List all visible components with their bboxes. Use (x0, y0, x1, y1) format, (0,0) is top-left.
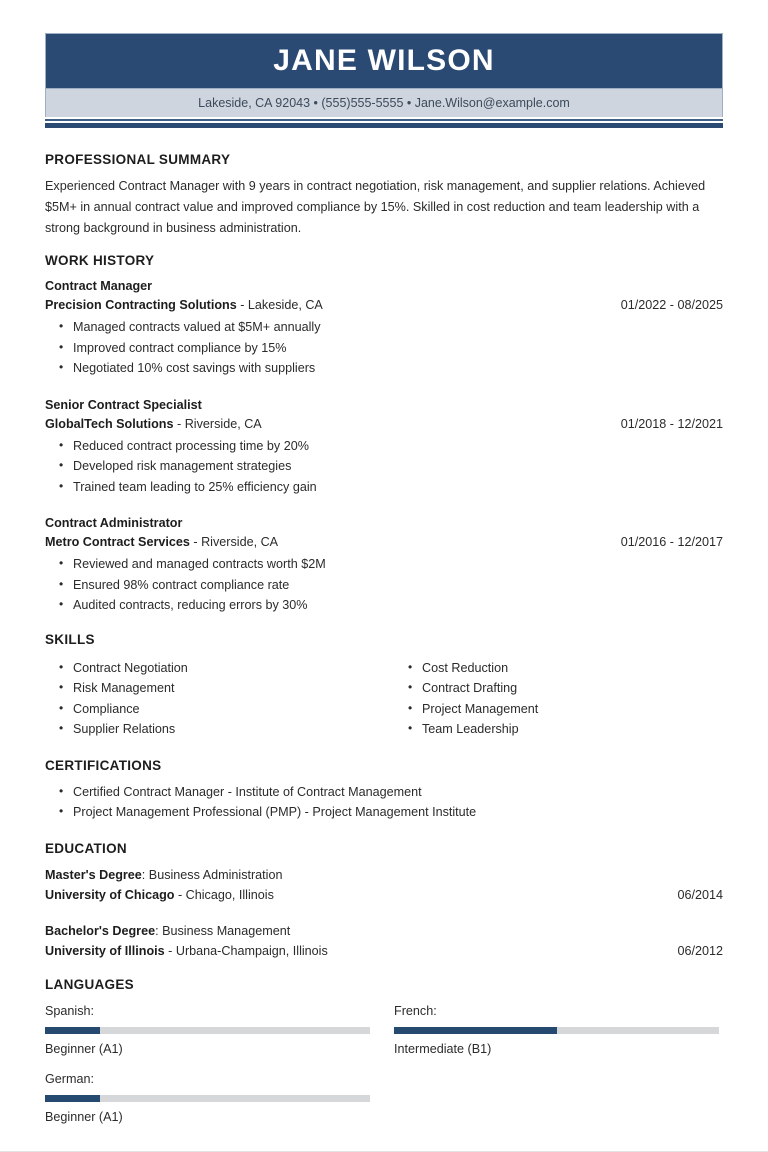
education-school: University of Chicago (45, 887, 175, 902)
job-dates: 01/2022 - 08/2025 (620, 298, 723, 312)
job-bullet: • Ensured 98% contract compliance rate (73, 575, 723, 596)
skill-item: • Project Management (422, 699, 723, 720)
education-school-line (45, 885, 723, 905)
job-company-line (45, 415, 723, 434)
skill-item: • Contract Negotiation (73, 658, 384, 679)
skill-item: • Contract Drafting (422, 678, 723, 699)
education-school-location (45, 885, 274, 905)
language-proficiency-fill (45, 1095, 100, 1102)
job-bullet: • Developed risk management strategies (73, 456, 723, 477)
job-bullets (45, 317, 723, 379)
language-proficiency-bar (45, 1095, 370, 1102)
section-education (45, 841, 723, 961)
job-bullets (45, 436, 723, 498)
job-title: Senior Contract Specialist (45, 397, 202, 412)
candidate-name: JANE WILSON (273, 44, 495, 77)
language-level: Beginner (A1) (45, 1041, 123, 1056)
job-title: Contract Administrator (45, 516, 183, 530)
language-item (45, 1001, 384, 1059)
section-languages (45, 977, 723, 1137)
summary-text: Experienced Contract Manager with 9 years in contract negotiation, risk management, and supplier relations. Achieved $5M+ in annual contract value and improved compliance by 15%. Skilled in cost reduction and team leadership with a strong background in business administration. (45, 179, 706, 235)
skill-item: • Risk Management (73, 678, 384, 699)
certifications-list (45, 782, 723, 823)
education-entry (45, 921, 723, 961)
job-title: Contract Manager (45, 279, 153, 293)
header-rule-thick (45, 123, 723, 128)
skill-item: • Team Leadership (422, 719, 723, 740)
education-school-location (45, 941, 328, 961)
certification-item: • Certified Contract Manager - Institute of Contract Management (73, 782, 723, 803)
job-company-line (45, 296, 723, 315)
skills-list-left (45, 658, 384, 740)
job-entry (45, 277, 723, 379)
job-location: - Riverside, CA (173, 416, 262, 431)
skill-item: • Cost Reduction (422, 658, 723, 679)
job-location: - Lakeside, CA (236, 298, 323, 312)
header-rule-thin (45, 119, 723, 121)
education-degree: Bachelor's Degree (45, 923, 156, 938)
education-degree: Master's Degree (45, 867, 142, 882)
resume-header (45, 33, 723, 128)
language-name: Spanish: (45, 1003, 95, 1018)
job-bullet: • Reduced contract processing time by 20% (73, 436, 723, 457)
education-degree-line (45, 921, 723, 941)
job-bullet: • Negotiated 10% cost savings with suppliers (73, 358, 723, 379)
language-item (384, 1001, 723, 1059)
language-level: Beginner (A1) (45, 1109, 123, 1124)
job-bullet: • Improved contract compliance by 15% (73, 338, 723, 359)
resume-content (45, 152, 723, 1139)
job-dates: 01/2018 - 12/2021 (620, 416, 723, 431)
job-company-line (45, 533, 723, 552)
job-dates: 01/2016 - 12/2017 (620, 535, 723, 549)
section-title-certifications: CERTIFICATIONS (45, 757, 162, 773)
education-school-line (45, 941, 723, 961)
section-work-history (45, 253, 723, 616)
language-name: French: (394, 1003, 437, 1018)
skill-item: • Compliance (73, 699, 384, 720)
job-bullet: • Managed contracts valued at $5M+ annually (73, 317, 723, 338)
language-name: German: (45, 1071, 94, 1086)
contact-line: Lakeside, CA 92043 • (555)555-5555 • Jane.Wilson@example.com (198, 96, 570, 110)
skills-column-right (384, 656, 723, 740)
education-degree-line (45, 865, 723, 885)
certification-item: • Project Management Professional (PMP) - Project Management Institute (73, 802, 723, 823)
job-company-location (45, 533, 278, 552)
language-proficiency-bar (394, 1027, 719, 1034)
job-entry (45, 396, 723, 498)
education-school: University of Illinois (45, 943, 165, 958)
section-title-languages: LANGUAGES (45, 976, 134, 992)
section-title-work-history: WORK HISTORY (45, 253, 155, 268)
education-date: 06/2014 (677, 887, 723, 902)
education-field: : Business Administration (141, 867, 283, 882)
section-title-summary: PROFESSIONAL SUMMARY (45, 152, 231, 167)
section-certifications (45, 758, 723, 823)
section-skills (45, 632, 723, 740)
education-location: - Urbana-Champaign, Illinois (164, 943, 328, 958)
job-location: - Riverside, CA (189, 535, 279, 549)
section-title-skills: SKILLS (45, 631, 95, 647)
job-bullet: • Audited contracts, reducing errors by 30% (73, 595, 723, 616)
languages-grid (45, 1001, 723, 1137)
skills-columns (45, 656, 723, 740)
contact-banner (45, 89, 723, 117)
language-item (45, 1069, 384, 1127)
job-bullets (45, 554, 723, 616)
skills-list-right (394, 658, 723, 740)
job-company: GlobalTech Solutions (45, 416, 174, 431)
section-professional-summary (45, 152, 723, 239)
job-bullet: • Reviewed and managed contracts worth $2M (73, 554, 723, 575)
education-entry (45, 865, 723, 905)
language-proficiency-bar (45, 1027, 370, 1034)
job-bullet: • Trained team leading to 25% efficiency gain (73, 477, 723, 498)
education-date: 06/2012 (677, 943, 723, 958)
education-field: : Business Management (155, 923, 291, 938)
language-proficiency-fill (394, 1027, 557, 1034)
language-proficiency-fill (45, 1027, 100, 1034)
job-company: Metro Contract Services (45, 535, 190, 549)
job-company: Precision Contracting Solutions (45, 298, 237, 312)
job-company-location (45, 415, 262, 434)
skills-column-left (45, 656, 384, 740)
education-location: - Chicago, Illinois (174, 887, 274, 902)
section-title-education: EDUCATION (45, 840, 127, 856)
skill-item: • Supplier Relations (73, 719, 384, 740)
job-entry (45, 514, 723, 616)
job-company-location (45, 296, 323, 315)
name-banner (45, 33, 723, 89)
language-level: Intermediate (B1) (394, 1041, 492, 1056)
